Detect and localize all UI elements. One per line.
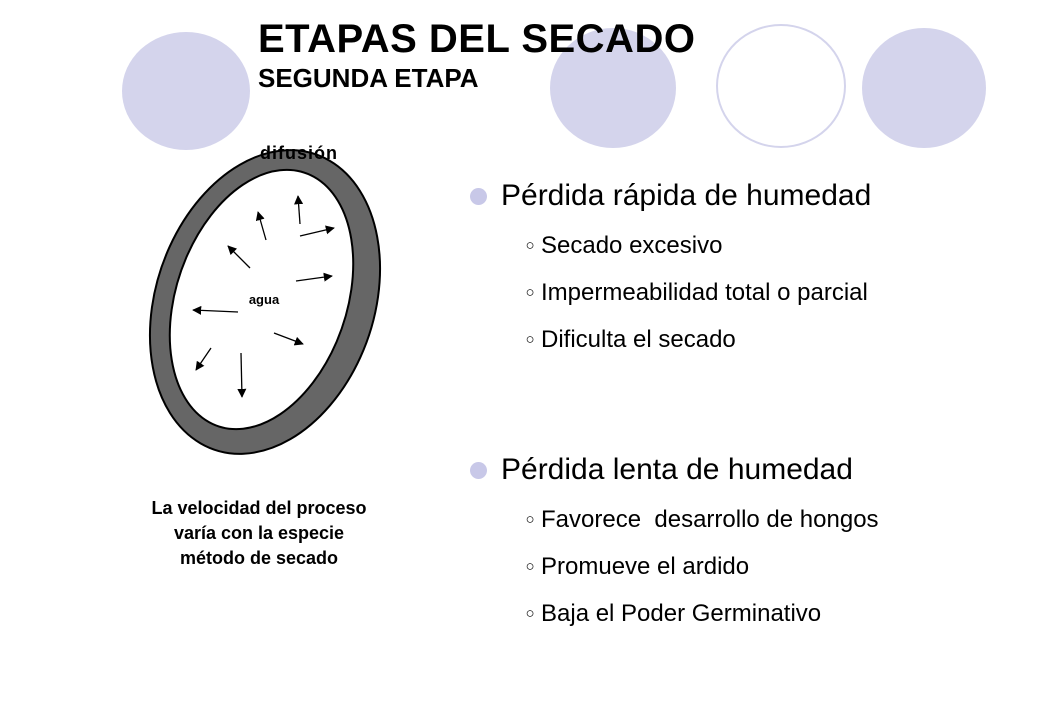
sub-item-text: Promueve el ardido (541, 553, 750, 580)
sub-item (523, 231, 871, 261)
sub-item (523, 325, 871, 355)
sub-item-text: Secado excesivo (541, 232, 723, 259)
bullet-heading (470, 178, 871, 214)
page-subtitle: SEGUNDA ETAPA (258, 63, 479, 93)
circle-outline-icon: ○ (525, 284, 535, 301)
arrow (241, 353, 242, 397)
circle-outline-icon: ○ (525, 605, 535, 622)
bullet-heading-text: Pérdida lenta de humedad (501, 453, 853, 486)
sub-item-text: Favorece desarrollo de hongos (541, 506, 879, 533)
circle-outline-icon: ○ (525, 558, 535, 575)
sub-item-text: Baja el Poder Germinativo (541, 600, 822, 627)
circle-outline-icon: ○ (525, 331, 535, 348)
arrow (296, 276, 332, 281)
circle-bullet-icon (470, 462, 487, 479)
bullet-heading (470, 452, 879, 488)
sub-item-text: Impermeabilidad total o parcial (541, 279, 868, 306)
caption-line: varía con la especie (173, 523, 345, 543)
water-label: agua (248, 292, 280, 307)
circle-outline-icon: ○ (525, 511, 535, 528)
page-title: ETAPAS DEL SECADO (258, 17, 696, 61)
bullet-group-fast (470, 178, 871, 355)
circle-outline-icon: ○ (525, 237, 535, 254)
sub-item (523, 599, 879, 629)
caption-line: método de secado (179, 548, 339, 568)
arrow (196, 348, 211, 370)
arrow (300, 228, 334, 236)
arrow (258, 212, 266, 240)
sub-item (523, 505, 879, 535)
sub-item-text: Dificulta el secado (541, 326, 736, 353)
diffusion-label: difusión (260, 143, 338, 163)
caption-line: La velocidad del proceso (151, 498, 367, 518)
caption (104, 496, 414, 571)
sub-item (523, 552, 879, 582)
circle-bullet-icon (470, 188, 487, 205)
arrow (298, 196, 300, 224)
arrow (228, 246, 250, 268)
bullet-group-slow (470, 452, 879, 629)
arrow (274, 333, 303, 344)
sub-item (523, 278, 871, 308)
bullet-heading-text: Pérdida rápida de humedad (501, 179, 872, 212)
arrow (193, 310, 238, 312)
